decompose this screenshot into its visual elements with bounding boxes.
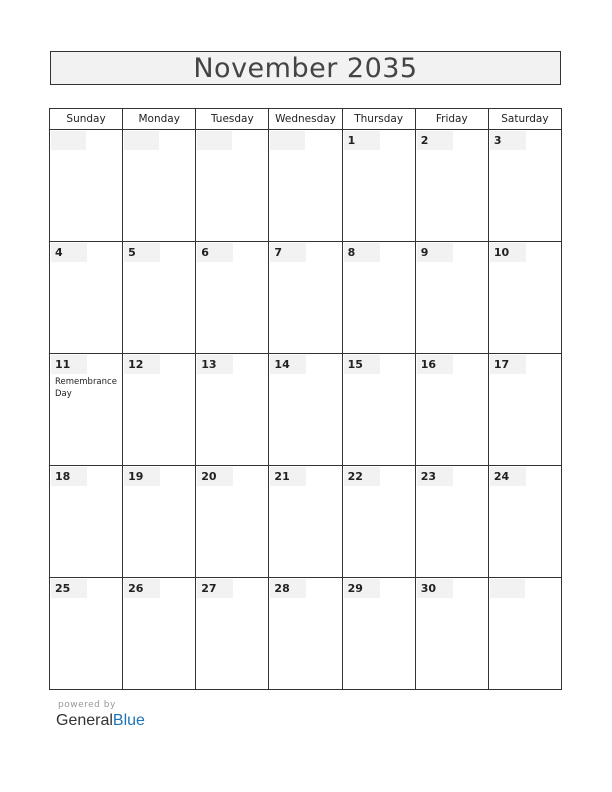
day-number: 14 [270, 355, 306, 374]
day-cell-13 [196, 354, 269, 466]
day-number: 8 [344, 243, 380, 262]
weekday-thursday: Thursday [342, 109, 415, 130]
day-number: 20 [197, 467, 233, 486]
day-cell-12 [123, 354, 196, 466]
day-cell-16 [415, 354, 488, 466]
week-row [50, 354, 562, 466]
day-cell-28 [269, 578, 342, 690]
day-cell-15 [342, 354, 415, 466]
generalblue-logo [56, 712, 145, 730]
day-number: 7 [270, 243, 306, 262]
day-number: 5 [124, 243, 160, 262]
day-cell-2 [415, 130, 488, 242]
day-cell-24 [488, 466, 561, 578]
day-number: 2 [417, 131, 453, 150]
day-number: 23 [417, 467, 453, 486]
day-cell-10 [488, 242, 561, 354]
day-cell-25 [50, 578, 123, 690]
weekday-wednesday: Wednesday [269, 109, 342, 130]
day-cell-8 [342, 242, 415, 354]
week-row [50, 466, 562, 578]
day-cell-30 [415, 578, 488, 690]
day-cell-26 [123, 578, 196, 690]
day-cell-14 [269, 354, 342, 466]
day-number: 4 [51, 243, 87, 262]
day-number: 27 [197, 579, 233, 598]
day-number: 11 [51, 355, 87, 374]
day-cell-22 [342, 466, 415, 578]
blank-day-label [197, 131, 232, 150]
day-number: 15 [344, 355, 380, 374]
day-number: 21 [270, 467, 306, 486]
day-cell-9 [415, 242, 488, 354]
day-number: 24 [490, 467, 526, 486]
blank-day-label [270, 131, 305, 150]
day-number: 9 [417, 243, 453, 262]
blank-day-label [51, 131, 86, 150]
weekday-header-row [50, 109, 562, 130]
day-number: 19 [124, 467, 160, 486]
day-cell-5 [123, 242, 196, 354]
day-number: 25 [51, 579, 87, 598]
day-cell-27 [196, 578, 269, 690]
week-row [50, 242, 562, 354]
calendar-title-box [50, 51, 561, 85]
day-cell-21 [269, 466, 342, 578]
day-cell-7 [269, 242, 342, 354]
day-cell-29 [342, 578, 415, 690]
day-cell-18 [50, 466, 123, 578]
day-number: 10 [490, 243, 526, 262]
empty-day-cell [50, 130, 123, 242]
empty-day-cell [196, 130, 269, 242]
day-number: 18 [51, 467, 87, 486]
day-number: 3 [490, 131, 526, 150]
day-number: 6 [197, 243, 233, 262]
day-cell-23 [415, 466, 488, 578]
day-cell-11 [50, 354, 123, 466]
day-number: 13 [197, 355, 233, 374]
blank-day-label [490, 579, 525, 598]
day-number: 28 [270, 579, 306, 598]
day-number: 29 [344, 579, 380, 598]
calendar-grid [49, 108, 562, 690]
day-number: 16 [417, 355, 453, 374]
weekday-friday: Friday [415, 109, 488, 130]
day-cell-4 [50, 242, 123, 354]
day-number: 17 [490, 355, 526, 374]
week-row [50, 578, 562, 690]
day-cell-6 [196, 242, 269, 354]
day-number: 26 [124, 579, 160, 598]
powered-by-text: powered by [58, 700, 116, 710]
day-number: 30 [417, 579, 453, 598]
day-number: 22 [344, 467, 380, 486]
day-cell-17 [488, 354, 561, 466]
weekday-sunday: Sunday [50, 109, 123, 130]
day-cell-1 [342, 130, 415, 242]
logo-general: General [56, 712, 113, 729]
weekday-monday: Monday [123, 109, 196, 130]
day-cell-3 [488, 130, 561, 242]
logo-blue: Blue [112, 712, 145, 729]
week-row [50, 130, 562, 242]
weekday-saturday: Saturday [488, 109, 561, 130]
brand-footer [56, 700, 145, 730]
day-number: 12 [124, 355, 160, 374]
day-cell-19 [123, 466, 196, 578]
calendar-title: November 2035 [193, 52, 418, 84]
day-cell-20 [196, 466, 269, 578]
blank-day-label [124, 131, 159, 150]
empty-day-cell [269, 130, 342, 242]
holiday-label: Remembrance Day [55, 377, 117, 399]
empty-day-cell [488, 578, 561, 690]
day-number: 1 [344, 131, 380, 150]
weekday-tuesday: Tuesday [196, 109, 269, 130]
empty-day-cell [123, 130, 196, 242]
